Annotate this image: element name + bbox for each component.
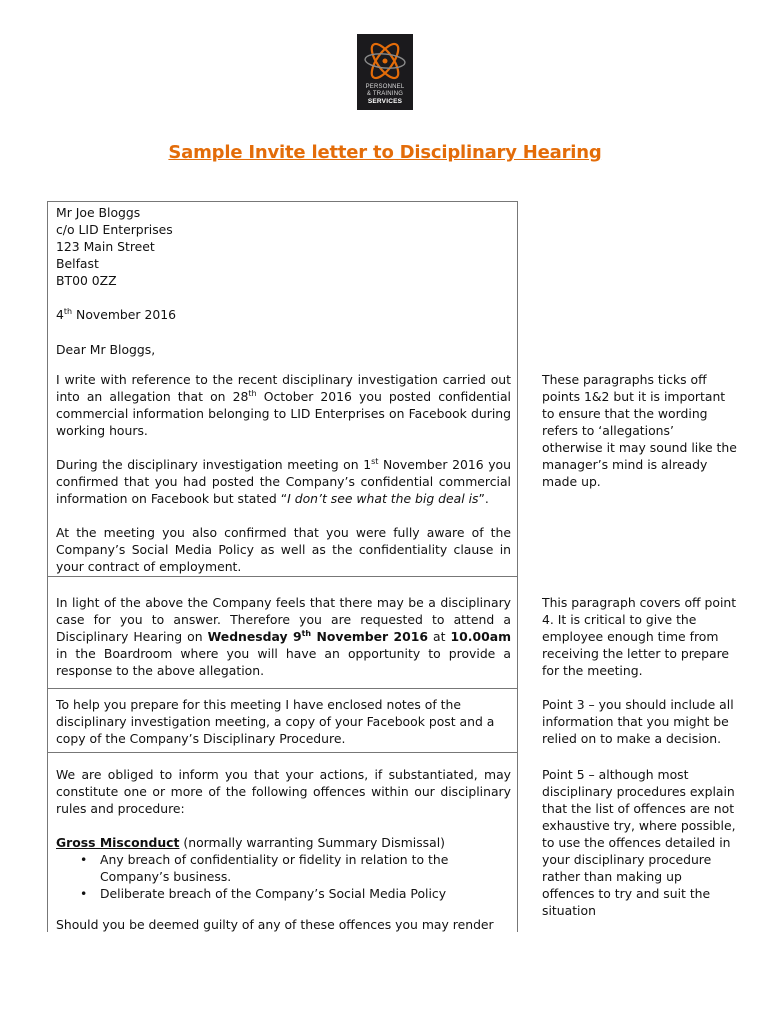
logo-text-line3: SERVICES: [367, 98, 403, 105]
note-point-3: Point 3 – you should include all information that you might be relied on to make a decision.: [542, 697, 734, 746]
atom-logo-icon: [360, 37, 410, 85]
box-top-border: [47, 201, 518, 202]
paragraph-1: I write with reference to the recent disciplinary investigation carried out into an allegation that on 28th October 2016 you posted confidential commercial information belonging to LID Enterprises on Facebook during working hours.: [56, 372, 511, 438]
address-city: Belfast: [56, 256, 99, 271]
bullet-icon: •: [80, 852, 88, 867]
salutation: Dear Mr Bloggs,: [56, 342, 156, 357]
list-item: • Any breach of confidentiality or fidelity in relation to the Company’s business.: [80, 852, 449, 884]
letter-date: 4th November 2016: [56, 306, 176, 322]
separator-1: [47, 576, 518, 577]
company-logo: [357, 34, 413, 110]
paragraph-7: Should you be deemed guilty of any of these offences you may render: [56, 917, 494, 932]
address-company: c/o LID Enterprises: [56, 222, 173, 237]
offence-list: [56, 851, 511, 902]
address-block: [56, 204, 496, 289]
paragraph-3: At the meeting you also confirmed that you were fully aware of the Company’s Social Media Policy as well as the confidentiality clause in your contract of employment.: [56, 525, 511, 574]
paragraph-4: In light of the above the Company feels that there may be a disciplinary case for you to answer. Therefore you are requested to attend a Disciplinary Hearing on Wednesday 9th November 2016 at 10.00am in the Boardroom where you will have an opportunity to provide a response to the above allegation.: [56, 595, 511, 678]
paragraph-2: During the disciplinary investigation meeting on 1st November 2016 you confirmed that you had posted the Company’s confidential commercial information on Facebook but stated “I don’t see what the big deal is”.: [56, 456, 511, 506]
list-item: • Deliberate breach of the Company’s Social Media Policy: [80, 886, 447, 901]
logo-text-line2: & TRAINING: [366, 91, 404, 97]
box-left-border: [47, 201, 48, 932]
paragraph-5: To help you prepare for this meeting I have enclosed notes of the disciplinary investigation meeting, a copy of your Facebook post and a copy of the Company’s Disciplinary Procedure.: [56, 697, 495, 746]
note-points-1-2: These paragraphs ticks off points 1&2 but it is important to ensure that the wording refers to ‘allegations’ otherwise it may sound like the manager’s mind is already made up.: [542, 372, 737, 489]
logo-text-line1: PERSONNEL: [365, 84, 405, 90]
page-title: Sample Invite letter to Disciplinary Hearing: [168, 142, 602, 163]
box-right-border: [517, 201, 518, 932]
address-street: 123 Main Street: [56, 239, 155, 254]
note-point-5: Point 5 – although most disciplinary procedures explain that the list of offences are not exhaustive try, where possible, to use the offences detailed in your disciplinary procedure rather than making up offences to try and suit the situation: [542, 767, 736, 918]
gross-misconduct-heading: Gross Misconduct (normally warranting Summary Dismissal): [56, 835, 446, 850]
paragraph-6: We are obliged to inform you that your actions, if substantiated, may constitute one or more of the following offences within our disciplinary rules and procedure:: [56, 767, 511, 816]
address-name: Mr Joe Bloggs: [56, 205, 141, 220]
separator-3: [47, 752, 518, 753]
address-postcode: BT00 0ZZ: [56, 273, 117, 288]
note-point-4: This paragraph covers off point 4. It is critical to give the employee enough time from receiving the letter to prepare for the meeting.: [542, 595, 737, 678]
bullet-icon: •: [80, 886, 88, 901]
separator-2: [47, 688, 518, 689]
